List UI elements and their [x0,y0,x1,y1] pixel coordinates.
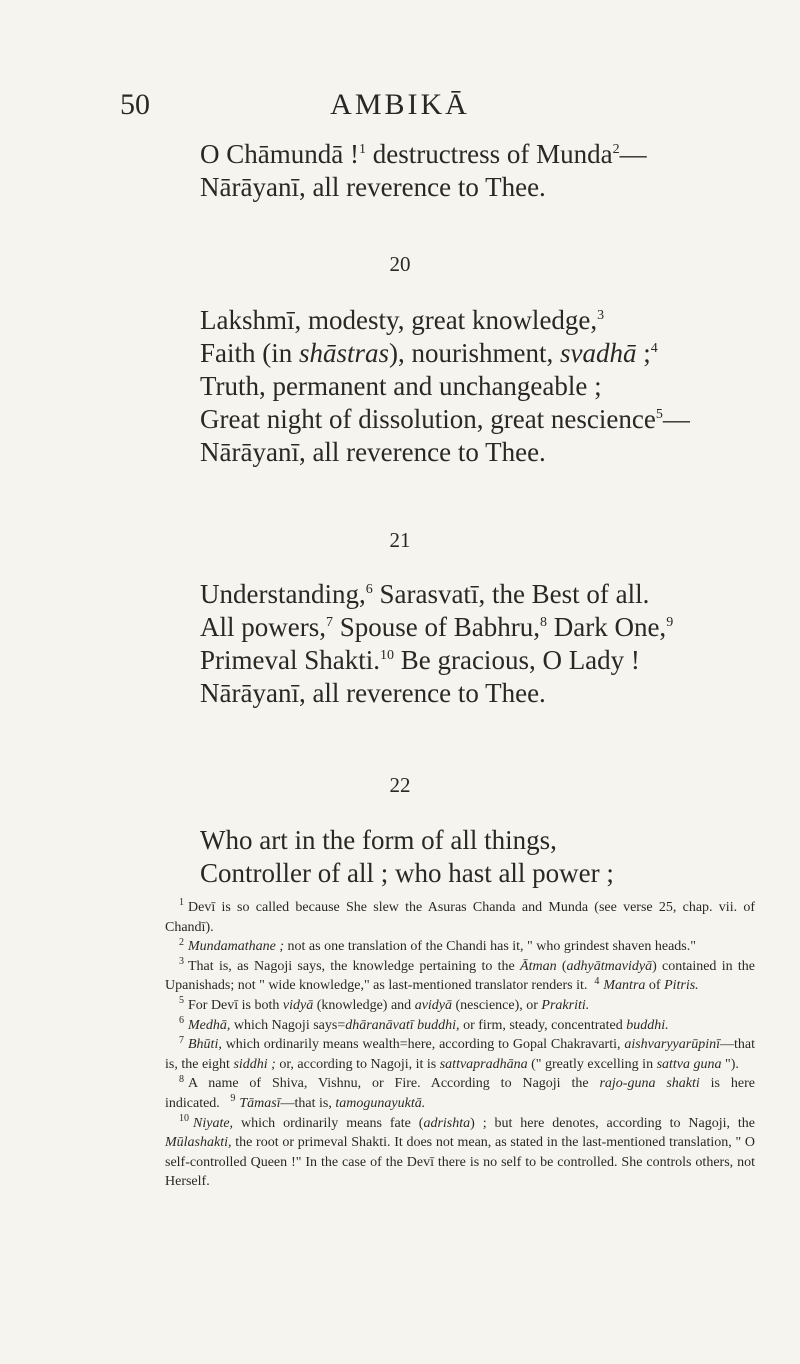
footnote-7: $^7$ Bhūti, which ordinarily means wealth=here, according to Gopal Chakravarti, aishvaryyarūpinī—that is, the eight siddhi ; or, according to Nagoji, it is sattvapradhāna (" greatly excelling in sattva guna "). [165,1034,755,1072]
verse-number-22: 22 [389,773,411,797]
verse-number-21: 21 [389,528,411,552]
verse-22 [200,824,760,890]
verse-line: All powers,$^7$ Spouse of Babhru,$^8$ Dark One,$^9$ [200,612,674,642]
verse-line: Nārāyanī, all reverence to Thee. [200,437,546,467]
footnote-5: $^5$ For Devī is both vidyā (knowledge) and avidyā (nescience), or Prakriti. [179,995,590,1013]
verse-line: Understanding,$^6$ Sarasvatī, the Best of all. [200,579,650,609]
running-head: AMBIKĀ [330,88,470,121]
page-number: 50 [120,88,150,121]
verse-number-20: 20 [389,252,411,276]
verse-line: Controller of all ; who hast all power ; [200,858,614,888]
footnote-10: $^{10}$ Niyate, which ordinarily means fate (adrishta) ; but here denotes, according to Nagoji, the Mūlashakti, the root or primeval Shakti. It does not mean, as stated in the last-mentioned translation, " O self-controlled Queen !" In the case of the Devī there is no self to be controlled. She controls others, not Herself. [165,1112,756,1190]
footnote-8: $^8$ A name of Shiva, Vishnu, or Fire. According to Nagoji the rajo-guna shakti is here indicated. $^9$ Tāmasī—that is, tamogunayuktā. [165,1073,755,1111]
footnote-2: $^2$ Mundamathane ; not as one translation of the Chandi has it, " who grindest shaven heads." [179,936,696,955]
verse-line: Nārāyanī, all reverence to Thee. [200,172,546,202]
footnote-6: $^6$ Medhā, which Nagoji says=dhāranāvatī buddhi, or firm, steady, concentrated buddhi. [179,1014,669,1033]
verse-19-tail [200,138,760,204]
footnote-3: $^3$ That is, as Nagoji says, the knowledge pertaining to the Ātman (adhyātmavidyā) contained in the Upanishads; not " wide knowledge," as last-mentioned translator renders it. $^4$ Mantra of Pitris. [165,956,755,994]
verse-21 [200,578,760,710]
verse-line: Truth, permanent and unchangeable ; [200,371,602,401]
verse-20 [200,304,760,469]
verse-line: Faith (in shāstras), nourishment, svadhā ;$^4$ [200,338,658,368]
footnote-1: $^1$ Devī is so called because She slew the Asuras Chanda and Munda (see verse 25, chap. vii. of Chandī). [165,897,755,935]
verse-line: Who art in the form of all things, [200,825,557,855]
verse-line: Primeval Shakti.$^{10}$ Be gracious, O Lady ! [200,645,640,675]
verse-line: Great night of dissolution, great nescience$^5$— [200,404,690,434]
verse-line: Nārāyanī, all reverence to Thee. [200,678,546,708]
verse-line: O Chāmundā !$^1$ destructress of Munda$^2$— [200,139,647,169]
verse-line: Lakshmī, modesty, great knowledge,$^3$ [200,305,605,335]
page-header [0,88,800,128]
footnotes [165,898,755,1192]
